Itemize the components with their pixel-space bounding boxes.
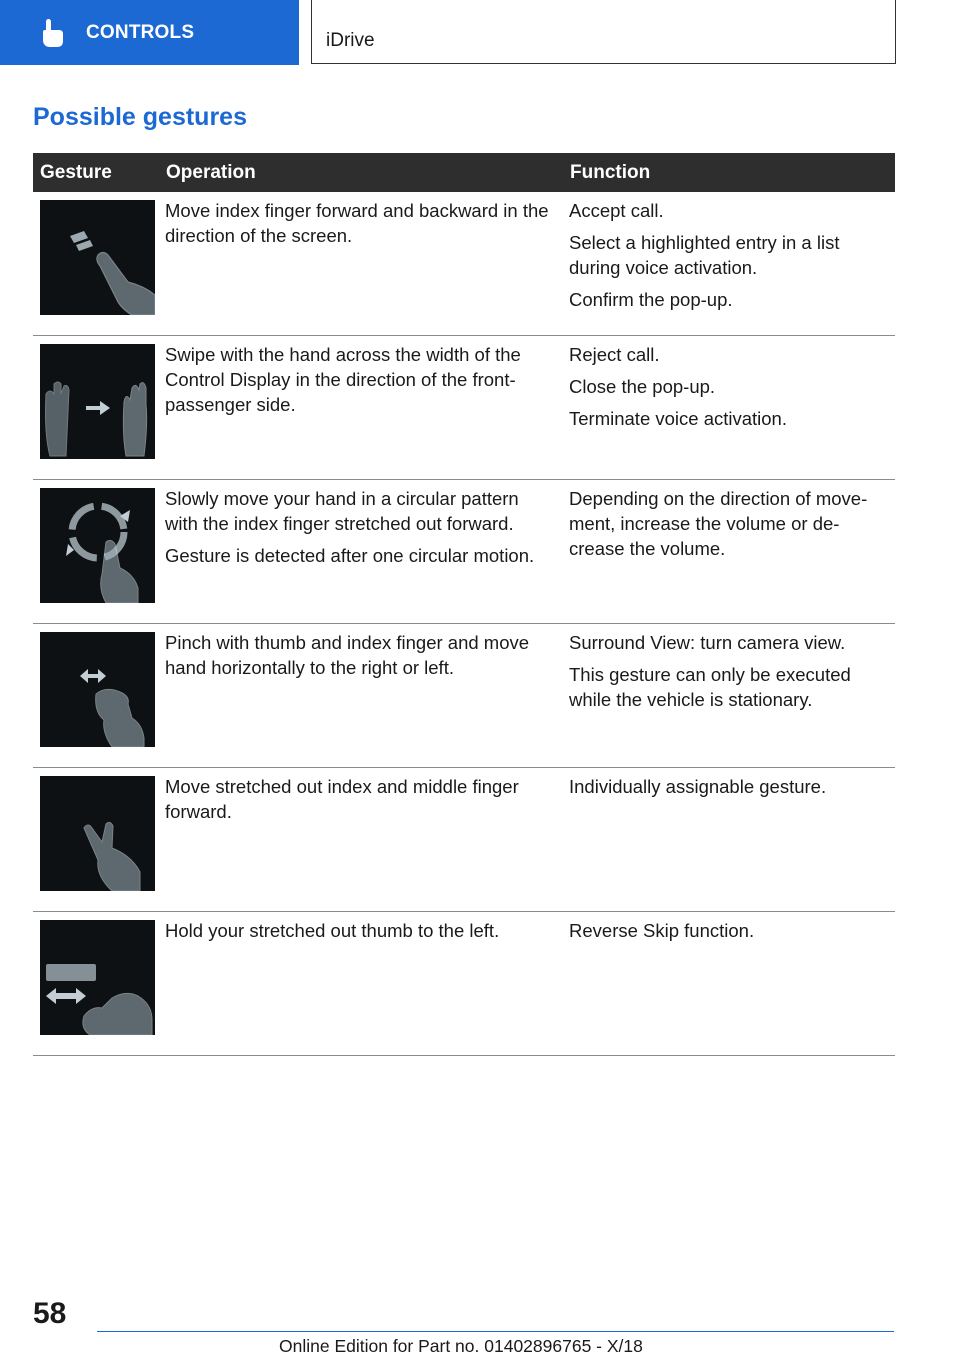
header-operation: Operation [162,153,566,192]
header-function: Function [566,153,895,192]
pinch-move-gesture-icon [40,632,155,747]
function-text: Accept call. [569,200,664,221]
function-text: Terminate voice activation. [569,408,787,429]
table-header-row [33,153,895,192]
function-text: Surround View: turn camera view. [569,632,846,653]
table-row [33,768,895,912]
page-number: 58 [33,1297,67,1330]
function-text: This gesture can only be executed while the vehicle is stationary. [569,664,851,710]
section-header [311,0,896,64]
table-row [33,192,895,336]
function-text: Individually assignable gesture. [569,776,827,797]
chapter-tab [0,0,299,65]
table-row [33,336,895,480]
section-title: iDrive [326,30,375,51]
circular-motion-gesture-icon [40,488,155,603]
function-text: Reject call. [569,344,660,365]
function-text: Reverse Skip function. [569,920,755,941]
operation-text: Move index finger forward and backward in the direction of the screen. [165,200,549,246]
table-row [33,480,895,624]
function-text: Depending on the direction of move-ment, increase the volume or de-crease the volume. [569,488,868,559]
swipe-hand-gesture-icon [40,344,155,459]
function-text: Confirm the pop-up. [569,289,733,310]
page-heading: Possible gestures [33,103,247,131]
table-row [33,624,895,768]
operation-text: Pinch with thumb and index finger and move hand horizontally to the right or left. [165,632,530,678]
gestures-table [33,153,895,1056]
index-finger-forward-gesture-icon [40,200,155,315]
function-text: Select a highlighted entry in a list during voice activation. [569,232,840,278]
hand-pointer-icon [40,18,66,48]
chapter-label: CONTROLS [86,21,195,43]
operation-text: Move stretched out index and middle finger forward. [165,776,519,822]
table-row [33,912,895,1056]
edition-text: Online Edition for Part no. 01402896765 - X/18 [279,1336,643,1356]
operation-text: Gesture is detected after one circular motion. [165,545,535,566]
operation-text: Hold your stretched out thumb to the left. [165,920,500,941]
operation-text: Slowly move your hand in a circular pattern with the index finger stretched out forward. [165,488,519,534]
two-finger-forward-gesture-icon [40,776,155,891]
thumb-left-gesture-icon [40,920,155,1035]
operation-text: Swipe with the hand across the width of the Control Display in the direction of the front-passenger side. [165,344,521,415]
function-text: Close the pop-up. [569,376,716,397]
footer-divider [97,1331,894,1332]
header-gesture: Gesture [33,153,162,192]
